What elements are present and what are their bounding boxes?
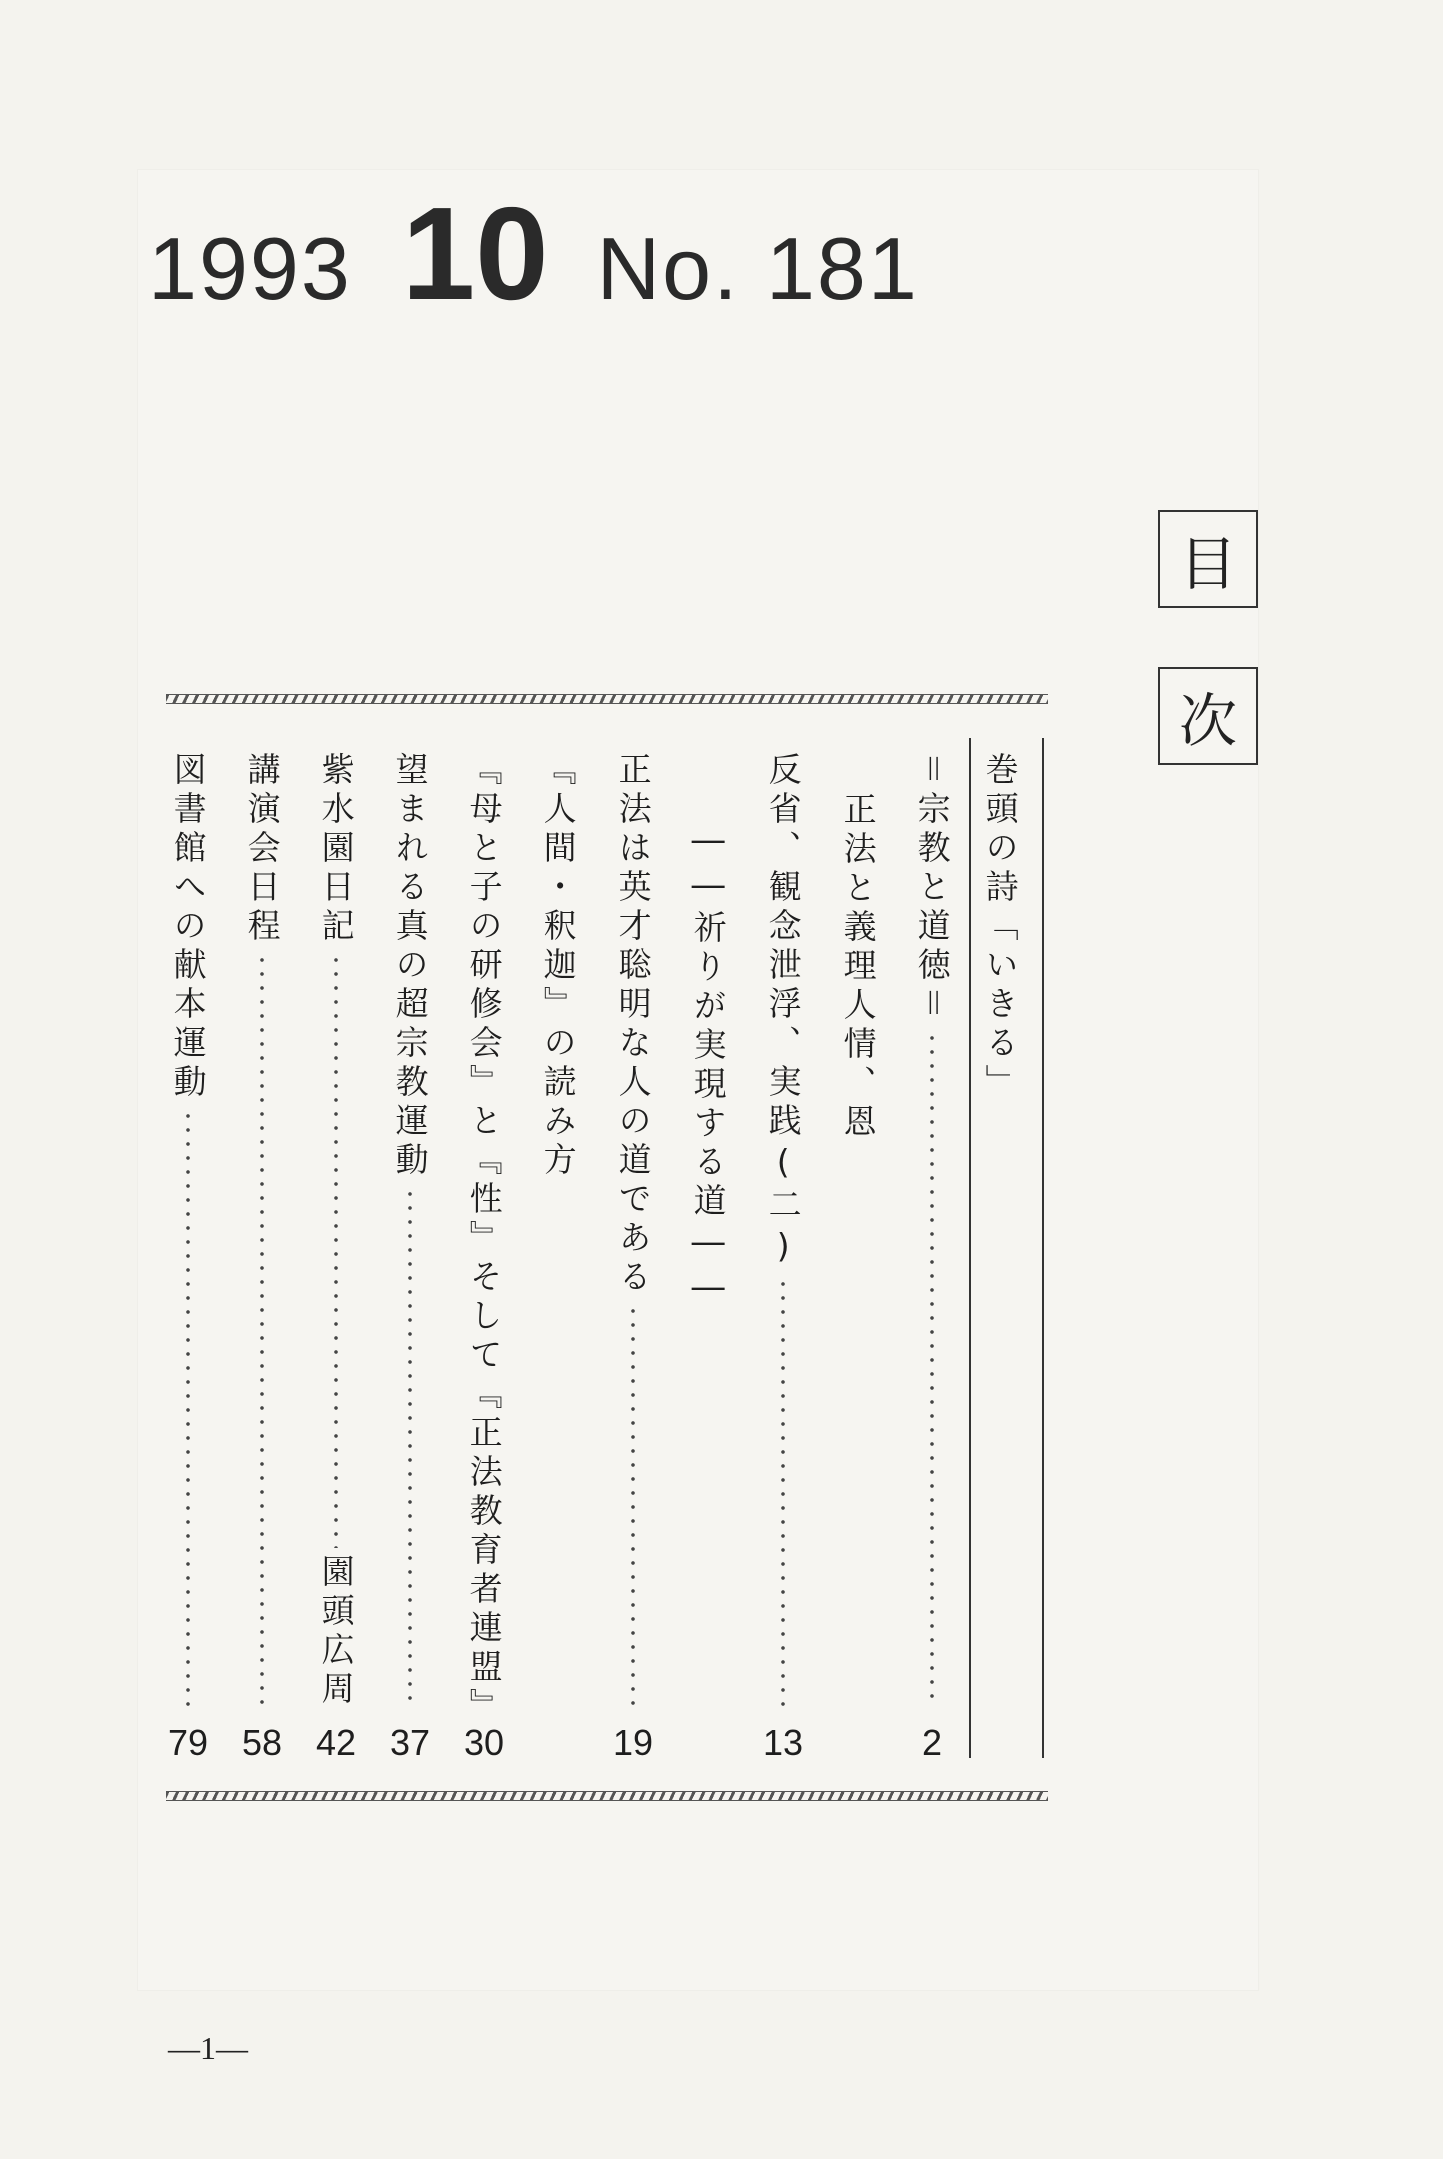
issue-month: 10 bbox=[401, 180, 549, 327]
poem-divider-right bbox=[1042, 738, 1044, 1758]
toc-heading-char-2: 次 bbox=[1158, 667, 1258, 765]
poem-divider-left bbox=[969, 738, 971, 1758]
toc-entry[interactable] bbox=[459, 752, 509, 1727]
issue-year: 1993 bbox=[148, 219, 352, 318]
toc-entry-title: 望まれる真の超宗教運動 bbox=[390, 752, 430, 1181]
toc-entry-title: ＝宗教と道徳＝ bbox=[912, 752, 952, 1025]
toc-leader-dots bbox=[334, 953, 338, 1548]
toc-entry-title: 正法と義理人情、恩 bbox=[838, 792, 878, 1143]
toc-entry-title: 正法は英才聡明な人の道である bbox=[613, 752, 653, 1298]
toc-leader-dots bbox=[781, 1277, 785, 1706]
toc-leader-dots bbox=[260, 953, 264, 1706]
toc-page-number: 42 bbox=[315, 1722, 357, 1763]
toc-page-number: 13 bbox=[762, 1722, 804, 1763]
toc-heading-char-1: 目 bbox=[1158, 510, 1258, 608]
toc-entry-title: 反省、観念泄浮、実践(二) bbox=[763, 752, 803, 1271]
issue-header bbox=[148, 180, 919, 327]
toc-page-number: 30 bbox=[463, 1722, 505, 1763]
toc-entry-title: 講演会日程 bbox=[242, 752, 282, 947]
toc-entry-poem[interactable] bbox=[975, 752, 1025, 1712]
toc-entry[interactable] bbox=[533, 752, 583, 1712]
toc-entry[interactable] bbox=[163, 752, 213, 1712]
toc-entry[interactable] bbox=[907, 752, 957, 1712]
toc-entry-title: 『人間・釈迦』の読み方 bbox=[538, 752, 578, 1181]
toc-entry-title: 図書館への献本運動 bbox=[168, 752, 208, 1103]
toc-leader-dots bbox=[930, 1031, 934, 1706]
toc-entry-title: 『母と子の研修会』と『性』そして『正法教育者連盟』 bbox=[464, 752, 504, 1727]
toc-leader-dots bbox=[631, 1304, 635, 1706]
toc-entry-title: ――祈りが実現する道―― bbox=[688, 820, 728, 1312]
toc-entry-title: 紫水園日記 bbox=[316, 752, 356, 947]
toc-entry[interactable] bbox=[237, 752, 287, 1712]
toc-entry[interactable] bbox=[608, 752, 658, 1712]
toc-leader-dots bbox=[408, 1187, 412, 1706]
issue-number: No. 181 bbox=[596, 219, 919, 318]
page-folio: —1— bbox=[168, 2030, 248, 2066]
toc-entry[interactable] bbox=[758, 752, 808, 1712]
toc-entry[interactable] bbox=[833, 792, 883, 1752]
top-decorative-rule bbox=[166, 694, 1048, 704]
bottom-decorative-rule bbox=[166, 1791, 1048, 1801]
toc-page-number: 58 bbox=[241, 1722, 283, 1763]
toc-entry[interactable] bbox=[311, 752, 361, 1712]
toc-page-number: 37 bbox=[389, 1722, 431, 1763]
toc-entry-subtitle[interactable] bbox=[683, 820, 733, 1780]
toc-page-number: 79 bbox=[167, 1722, 209, 1763]
toc-entry-title: 巻頭の詩「いきる」 bbox=[980, 752, 1020, 1103]
toc-page-number: 19 bbox=[612, 1722, 654, 1763]
toc-page-number: 2 bbox=[921, 1722, 943, 1763]
toc-entry-author: 園頭広周 bbox=[316, 1554, 356, 1710]
toc-leader-dots bbox=[186, 1109, 190, 1706]
toc-entry[interactable] bbox=[385, 752, 435, 1712]
